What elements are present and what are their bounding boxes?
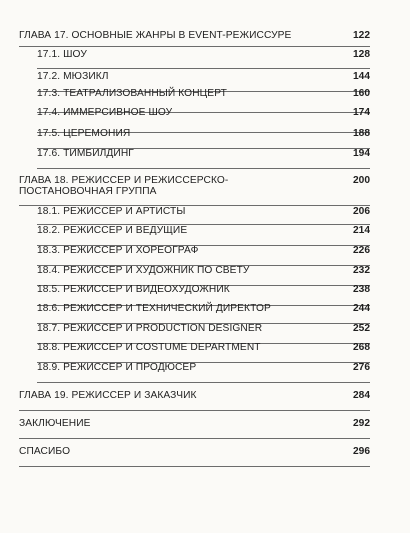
toc-entry-page-number: 296 <box>353 446 370 457</box>
toc-entry-page-number: 144 <box>353 71 370 82</box>
toc-entry-divider <box>37 168 370 169</box>
toc-entry-page-number: 174 <box>353 107 370 118</box>
toc-entry-title: 18.7. РЕЖИССЕР И PRODUCTION DESIGNER <box>37 323 263 334</box>
toc-entry-page-number: 284 <box>353 390 370 401</box>
toc-entry-page-number: 226 <box>353 245 370 256</box>
toc-entry-page-number: 252 <box>353 323 370 334</box>
toc-entry-page-number: 238 <box>353 284 370 295</box>
toc-entry-page-number: 244 <box>353 303 370 314</box>
toc-entry-title: ГЛАВА 18. РЕЖИССЕР И РЕЖИССЕРСКО-ПОСТАНОВОЧНАЯ ГРУППА <box>19 175 229 197</box>
toc-entry-title: ГЛАВА 17. ОСНОВНЫЕ ЖАНРЫ В EVENT-РЕЖИССУРЕ <box>19 30 292 41</box>
toc-entry-page-number: 160 <box>353 88 370 99</box>
toc-entry-page-number: 268 <box>353 342 370 353</box>
toc-entry-divider <box>19 438 370 439</box>
toc-entry-page-number: 206 <box>353 206 370 217</box>
toc-entry-title: ЗАКЛЮЧЕНИЕ <box>19 418 91 429</box>
toc-entry-title: 18.3. РЕЖИССЕР И ХОРЕОГРАФ <box>37 245 199 256</box>
toc-entry-title: ГЛАВА 19. РЕЖИССЕР И ЗАКАЗЧИК <box>19 390 197 401</box>
toc-entry-divider <box>37 382 370 383</box>
toc-entry-page-number: 276 <box>353 362 370 373</box>
toc-entry-title: 18.6. РЕЖИССЕР И ТЕХНИЧЕСКИЙ ДИРЕКТОР <box>37 303 271 314</box>
toc-entry-title: 18.5. РЕЖИССЕР И ВИДЕОХУДОЖНИК <box>37 284 230 295</box>
toc-entry-title: 17.5. ЦЕРЕМОНИЯ <box>37 128 131 139</box>
toc-entry-title: 17.1. ШОУ <box>37 49 87 60</box>
toc-entry-page-number: 292 <box>353 418 370 429</box>
toc-entry-divider <box>19 46 370 47</box>
toc-entry-title: 17.3. ТЕАТРАЛИЗОВАННЫЙ КОНЦЕРТ <box>37 88 227 99</box>
toc-entry-page-number: 128 <box>353 49 370 60</box>
toc-entry-divider <box>19 466 370 467</box>
toc-entry-divider <box>37 68 370 69</box>
toc-entry-title: 17.2. МЮЗИКЛ <box>37 71 109 82</box>
toc-entry-page-number: 188 <box>353 128 370 139</box>
toc-entry-title: 17.6. ТИМБИЛДИНГ <box>37 148 134 159</box>
toc-entry-title: 18.8. РЕЖИССЕР И COSTUME DEPARTMENT <box>37 342 261 353</box>
toc-entry-page-number: 122 <box>353 30 370 41</box>
toc-entry-page-number: 232 <box>353 265 370 276</box>
toc-entry-title: СПАСИБО <box>19 446 71 457</box>
toc-entry-title: 18.4. РЕЖИССЕР И ХУДОЖНИК ПО СВЕТУ <box>37 265 250 276</box>
toc-entry-title: 18.2. РЕЖИССЕР И ВЕДУЩИЕ <box>37 225 188 236</box>
toc-entry-page-number: 194 <box>353 148 370 159</box>
toc-entry-title: 18.1. РЕЖИССЕР И АРТИСТЫ <box>37 206 186 217</box>
toc-entry-page-number: 200 <box>353 175 370 186</box>
toc-entry-page-number: 214 <box>353 225 370 236</box>
toc-entry-title: 18.9. РЕЖИССЕР И ПРОДЮСЕР <box>37 362 197 373</box>
toc-entry-divider <box>19 410 370 411</box>
toc-entry-title: 17.4. ИММЕРСИВНОЕ ШОУ <box>37 107 173 118</box>
